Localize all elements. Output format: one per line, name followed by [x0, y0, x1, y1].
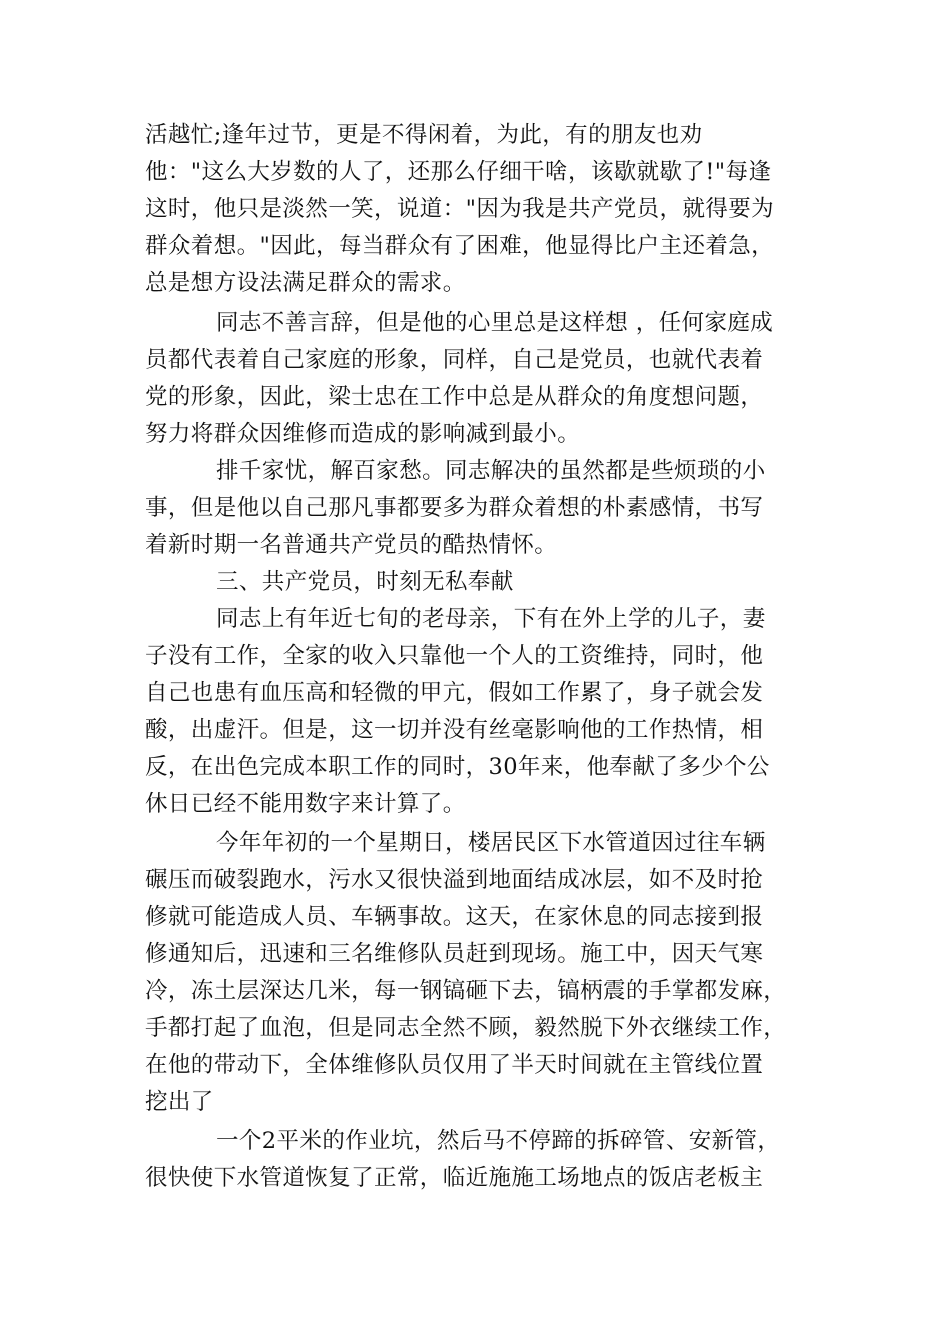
text-line: 修通知后，迅速和三名维修队员赶到现场。施工中，因天气寒	[145, 941, 764, 967]
section-heading: 三、共产党员，时刻无私奉献	[216, 569, 514, 595]
paragraph-first-line: 同志不善言辞，但是他的心里总是这样想 ，任何家庭成	[216, 310, 774, 336]
text-line: 事，但是他以自己那凡事都要多为群众着想的朴素感情，书写	[145, 495, 764, 521]
text-line: 他："这么大岁数的人了，还那么仔细干啥，该歇就歇了!"每逢	[145, 159, 772, 185]
text-line: 活越忙;逢年过节，更是不得闲着，为此，有的朋友也劝	[145, 122, 703, 148]
text-line: 在他的带动下，全体维修队员仅用了半天时间就在主管线位置	[145, 1052, 764, 1078]
text-line: 休日已经不能用数字来计算了。	[145, 791, 466, 817]
text-line: 党的形象，因此，梁士忠在工作中总是从群众的角度想问题，	[145, 384, 764, 410]
text-line: 手都打起了血泡，但是同志全然不顾，毅然脱下外衣继续工作，	[145, 1015, 787, 1041]
text-line: 员都代表着自己家庭的形象，同样，自己是党员，也就代表着	[145, 347, 764, 373]
paragraph-first-line: 同志上有年近七旬的老母亲，下有在外上学的儿子，妻	[216, 606, 766, 632]
text-line: 总是想方设法满足群众的需求。	[145, 270, 466, 296]
text-line: 挖出了	[145, 1089, 214, 1115]
text-line: 很快使下水管道恢复了正常，临近施施工场地点的饭店老板主	[145, 1165, 764, 1191]
text-line: 碾压而破裂跑水，污水又很快溢到地面结成冰层，如不及时抢	[145, 867, 764, 893]
paragraph-first-line: 排千家忧，解百家愁。同志解决的虽然都是些烦琐的小	[216, 458, 766, 484]
text-line: 群众着想。"因此，每当群众有了困难，他显得比户主还着急，	[145, 233, 775, 259]
text-line: 自己也患有血压高和轻微的甲亢，假如工作累了，身子就会发	[145, 680, 764, 706]
paragraph-first-line: 今年年初的一个星期日，楼居民区下水管道因过往车辆	[216, 830, 766, 856]
paragraph-first-line: 一个2平米的作业坑，然后马不停蹄的拆碎管、安新管，	[216, 1128, 781, 1154]
text-line: 反，在出色完成本职工作的同时，30年来，他奉献了多少个公	[145, 754, 770, 780]
text-line: 酸，出虚汗。但是，这一切并没有丝毫影响他的工作热情，相	[145, 717, 764, 743]
text-line: 冷，冻土层深达几米，每一钢镐砸下去，镐柄震的手掌都发麻，	[145, 978, 787, 1004]
text-line: 努力将群众因维修而造成的影响减到最小。	[145, 421, 581, 447]
text-line: 修就可能造成人员、车辆事故。这天，在家休息的同志接到报	[145, 904, 764, 930]
text-line: 这时，他只是淡然一笑，说道："因为我是共产党员，就得要为	[145, 196, 775, 222]
text-line: 子没有工作，全家的收入只靠他一个人的工资维持，同时，他	[145, 643, 764, 669]
text-line: 着新时期一名普通共产党员的酷热情怀。	[145, 532, 558, 558]
